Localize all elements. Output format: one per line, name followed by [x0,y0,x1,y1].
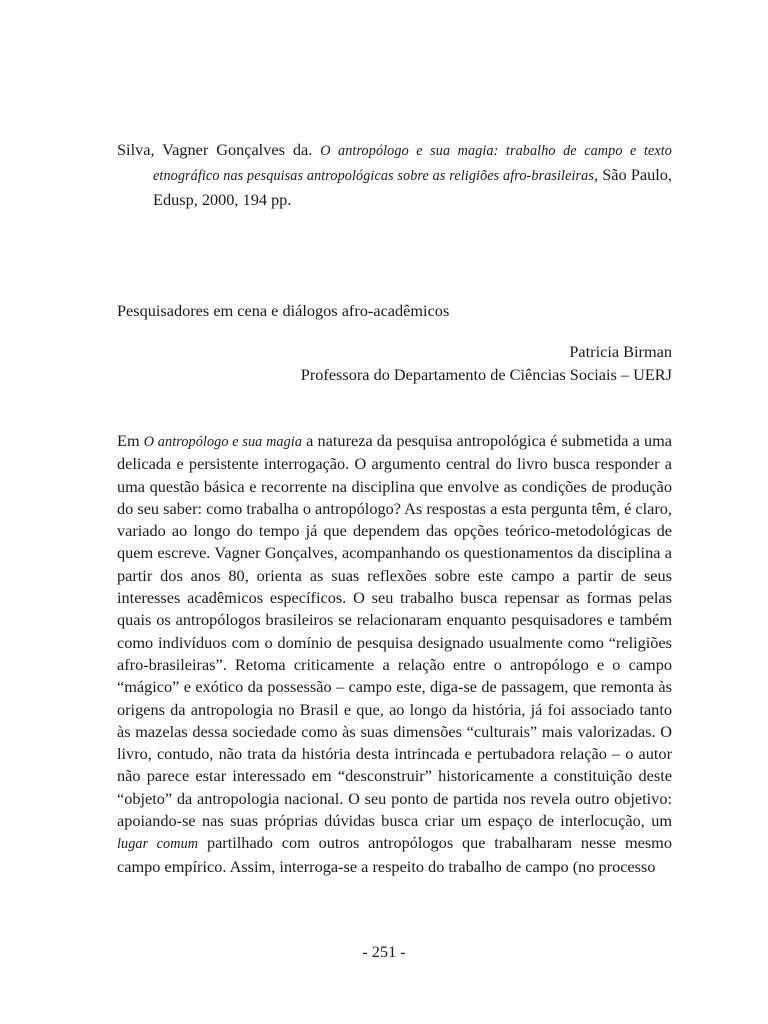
reviewer-block [117,340,672,386]
citation-book-title: O antropólogo e sua magia: trabalho de campo e texto etnográfico nas pesquisas antropológicas sobre as religiões afro-brasileiras [153,143,672,184]
book-citation [117,138,672,212]
review-body-paragraph [117,430,672,878]
body-book-title: O antropólogo e sua magia [143,434,303,450]
page-number: - 251 - [362,942,406,961]
citation-author: Silva, Vagner Gonçalves da. [117,140,313,159]
body-text-end: partilhado com outros antropólogos que trabalharam nesse mesmo campo empírico. Assim, interroga-se a respeito do trabalho de campo (no processo [117,833,672,876]
citation-publication-details: , São Paulo, Edusp, 2000, 194 pp. [153,165,672,209]
reviewer-name: Patricia Birman [569,342,672,361]
reviewer-affiliation: Professora do Departamento de Ciências Sociais – UERJ [300,365,672,384]
body-text-prefix: Em [117,431,144,450]
review-title: Pesquisadores em cena e diálogos afro-acadêmicos [117,301,450,320]
body-text-main: a natureza da pesquisa antropológica é submetida a uma delicada e persistente interrogação. O argumento central do livro busca responder a uma questão básica e recorrente na disciplina que envolve as condições de produção do seu saber: como trabalha o antropólogo? As respostas a esta pergunta têm, é claro, variado ao longo do tempo já que dependem das opções teórico-metodológicas de quem escreve. Vagner Gonçalves, acompanhando os questionamentos da disciplina a partir dos anos 80, orienta as suas reflexões sobre este campo a partir de seus interesses acadêmicos específicos. O seu trabalho busca repensar as formas pelas quais os antropólogos brasileiros se relacionaram enquanto pesquisadores e também como indivíduos com o domínio de pesquisa designado usualmente como “religiões afro-brasileiras”. Retoma criticamente a relação entre o antropólogo e o campo “mágico” e exótico da possessão – campo este, diga-se de passagem, que remonta às origens da antropologia no Brasil e que, ao longo da história, já foi associado tanto às mazelas dessa sociedade como às suas dimensões “culturais” mais valorizadas. O livro, contudo, não trata da história desta intrincada e pertubadora relação – o autor não parece estar interessado em “desconstruir” historicamente a constituição deste “objeto” da antropologia nacional. O seu ponto de partida nos revela outro objetivo: apoiando-se nas suas próprias dúvidas busca criar um espaço de interlocução, um [117,431,672,831]
body-emphasis-lugar-comum: lugar comum [117,836,199,853]
